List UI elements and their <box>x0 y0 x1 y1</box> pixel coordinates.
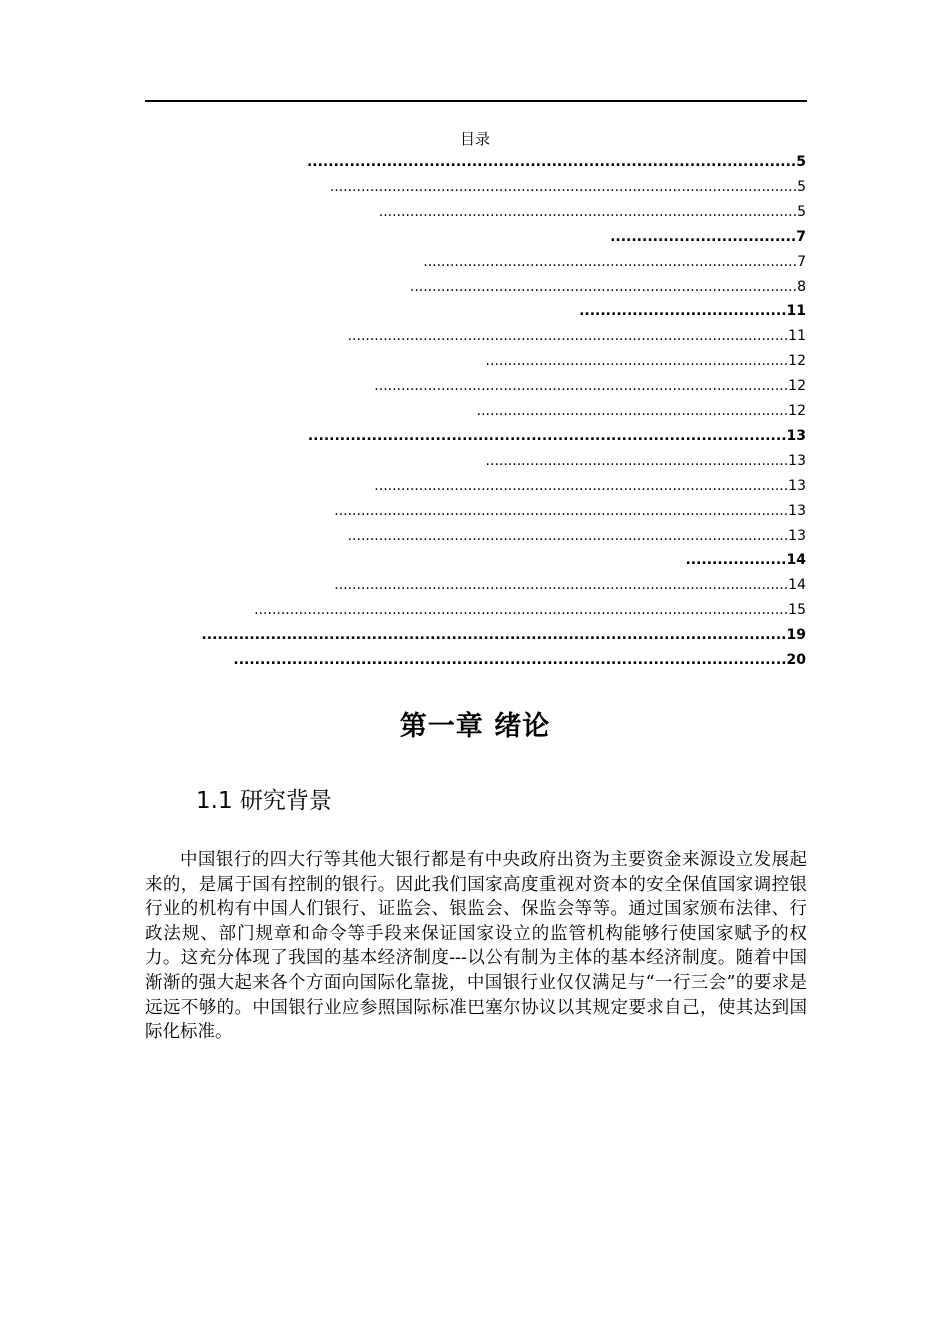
section-heading: 1.1 研究背景 <box>196 788 332 814</box>
toc-entry[interactable] <box>254 599 806 621</box>
toc-leader: ................................................................................................... <box>347 328 789 345</box>
toc-page-number: 11 <box>788 328 806 345</box>
toc-page-number: 5 <box>797 178 806 195</box>
toc-title: 目录 <box>459 130 490 148</box>
toc-entry[interactable] <box>477 400 806 422</box>
header-rule <box>145 100 807 102</box>
toc-entry[interactable] <box>374 475 806 497</box>
toc-leader: ....................................... <box>579 303 787 320</box>
toc-page-number: 14 <box>786 552 806 569</box>
toc-leader: ................................... <box>610 228 797 245</box>
toc-page-number: 13 <box>788 502 806 519</box>
toc-entry[interactable] <box>486 450 806 472</box>
toc-leader: ...................................................................................................... <box>334 502 789 519</box>
toc-leader: ............................................................................................. <box>374 477 789 494</box>
toc-leader: ............................................................................................. <box>374 378 789 395</box>
toc-entry[interactable] <box>233 649 806 671</box>
toc-page-number: 5 <box>797 203 806 220</box>
toc-page-number: 19 <box>786 627 806 644</box>
toc-leader: .............................................................................................. <box>378 203 798 220</box>
toc-leader: ...................................................................................................... <box>334 577 789 594</box>
toc-page-number: 13 <box>788 452 806 469</box>
toc-leader: .................................................................... <box>485 353 789 370</box>
toc-page-number: 12 <box>788 353 806 370</box>
toc-page-number: 7 <box>797 253 806 270</box>
toc-page-number: 14 <box>788 577 806 594</box>
toc-page-number: 13 <box>788 527 806 544</box>
toc-leader: ........................................................................................................................ <box>254 602 789 619</box>
toc-leader: ............................................................................................ <box>306 154 797 170</box>
toc-entry[interactable] <box>486 350 806 372</box>
toc-leader: ........................................................................................................ <box>233 652 787 668</box>
toc-leader: .......................................................................................... <box>307 427 787 444</box>
toc-page-number: 20 <box>786 652 806 668</box>
toc-entry[interactable] <box>410 276 806 298</box>
toc-leader: ................... <box>685 552 787 569</box>
toc-entry[interactable] <box>201 624 806 646</box>
toc-leader: .................................................................................... <box>423 253 798 270</box>
toc-leader: .................................................................... <box>485 452 789 469</box>
toc-entry[interactable] <box>685 549 806 571</box>
toc-entry[interactable] <box>423 251 806 273</box>
toc-entry[interactable] <box>348 525 806 547</box>
toc-page-number: 5 <box>796 154 806 170</box>
toc-entry[interactable] <box>374 375 806 397</box>
toc-leader: .............................................................................................................. <box>201 627 787 644</box>
toc-entry[interactable] <box>308 425 806 447</box>
toc-entry[interactable] <box>348 325 806 347</box>
toc-page-number: 8 <box>797 278 806 295</box>
toc-entry[interactable] <box>330 176 806 198</box>
toc-page-number: 12 <box>788 403 806 419</box>
chapter-heading: 第一章 绪论 <box>399 711 551 742</box>
toc-page-number: 13 <box>786 427 806 444</box>
toc-leader: ......................................................................................................... <box>329 178 798 195</box>
toc-page-number: 12 <box>788 378 806 395</box>
toc-entry[interactable] <box>579 300 806 322</box>
toc-leader: ................................................................................................... <box>347 527 789 544</box>
toc-page-number: 13 <box>788 477 806 494</box>
toc-page-number: 7 <box>796 228 806 245</box>
toc-entry[interactable] <box>334 574 806 596</box>
body-paragraph: 中国银行的四大行等其他大银行都是有中央政府出资为主要资金来源设立发展起来的，是属于国有控制的银行。因此我们国家高度重视对资本的安全保值国家调控银行业的机构有中国人们银行、证监会、银监会、保监会等等。通过国家颁布法律、行政法规、部门规章和命令等手段来保证国家设立的监管机构能够行使国家赋予的权力。这充分体现了我国的基本经济制度---以公有制为主体的基本经济制度。随着中国渐渐的强大起来各个方面向国际化靠拢，中国银行业仅仅满足与“一行三会”的要求是远远不够的。中国银行业应参照国际标准巴塞尔协议以其规定要求自己，使其达到国际化标准。 <box>145 850 807 1043</box>
toc-entry[interactable] <box>379 201 806 223</box>
toc-page-number: 15 <box>788 602 806 619</box>
toc-entry[interactable] <box>307 151 806 173</box>
toc-entry[interactable] <box>610 226 806 248</box>
toc-leader: ...................................................................... <box>476 403 789 419</box>
toc-entry[interactable] <box>334 500 806 522</box>
toc-leader: ....................................................................................... <box>409 278 798 295</box>
toc-page-number: 11 <box>786 303 806 320</box>
